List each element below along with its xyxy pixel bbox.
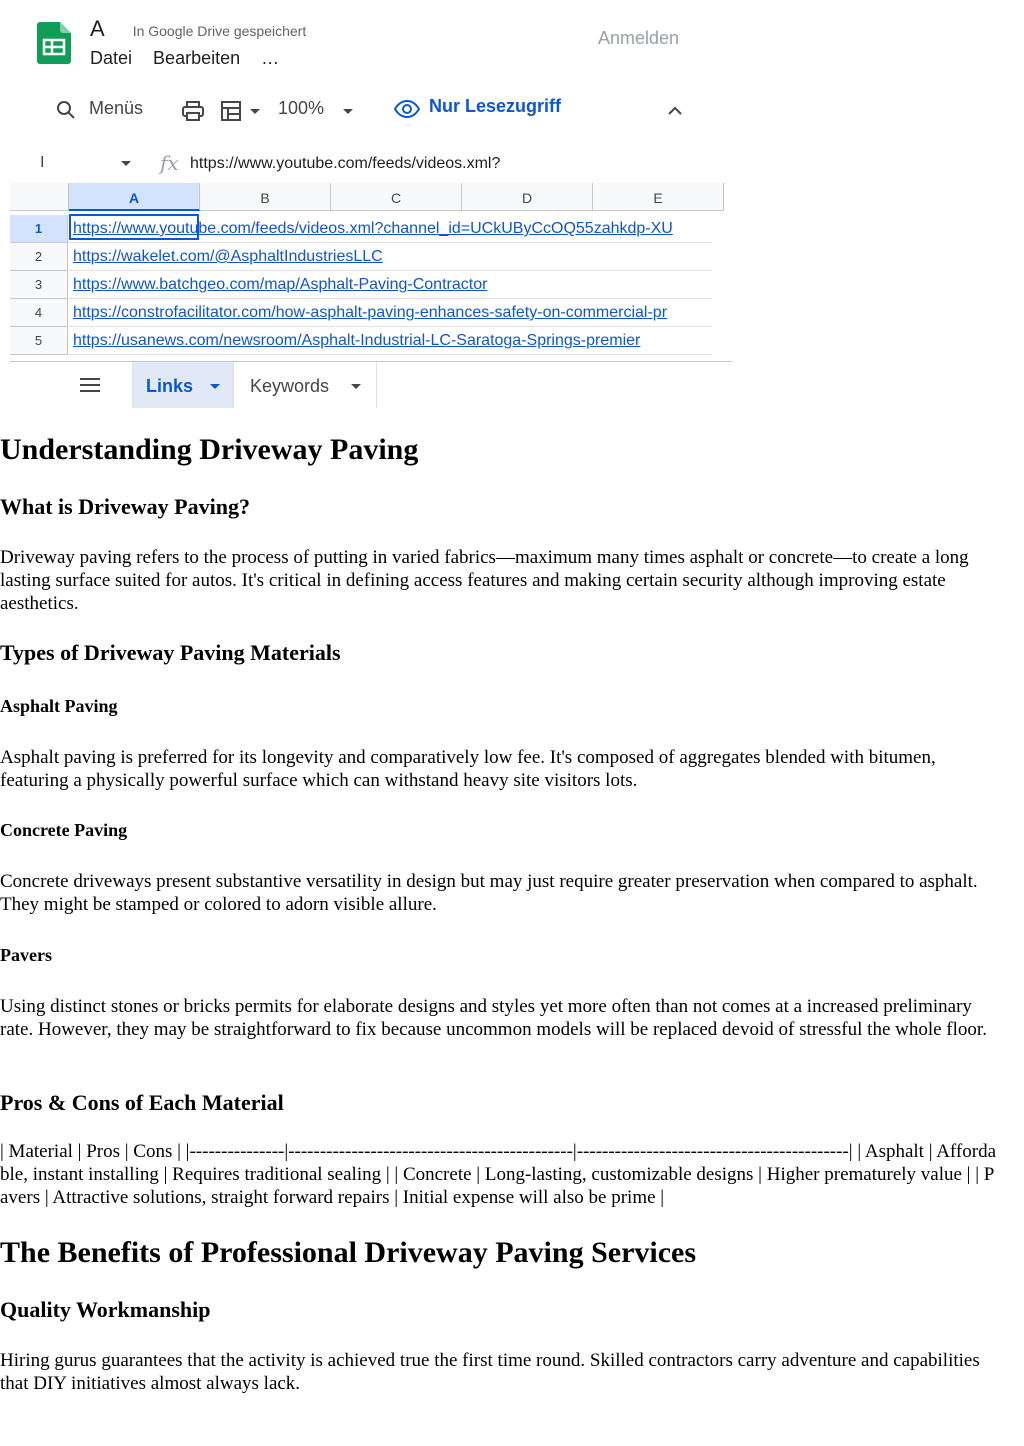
document-title[interactable] [90,14,307,41]
table-row-cell[interactable]: https://www.batchgeo.com/map/Asphalt-Paving-Contractor [69,271,712,299]
formula-input[interactable]: https://www.youtube.com/feeds/videos.xml? [190,155,501,172]
menus-search-label[interactable]: Menüs [89,98,144,118]
h2-pros: Pros & Cons of Each Material [0,1090,284,1115]
row-header[interactable]: 2 [10,243,68,271]
column-header-e[interactable]: E [593,183,724,211]
readonly-badge[interactable]: Nur Lesezugriff [429,96,562,116]
column-header-d[interactable]: D [462,183,593,211]
heading-asphalt [0,695,1000,717]
zoom-chevron-down-icon[interactable] [342,108,354,116]
p-what: Driveway paving refers to the process of putting in varied fabrics—maximum many times asphalt or concrete—to create a long lasting surface suited for autos. It's critical in defining access features and making certain security although improving estate aesthetics. [0,547,969,614]
active-cell-outline [69,214,199,240]
sheet-tabs [0,362,740,408]
paragraph-pros-table [0,1140,1000,1209]
row-header[interactable]: 1 [10,215,68,243]
signin-button[interactable]: Anmelden [598,28,680,48]
tab-links-chevron-down-icon[interactable] [209,383,221,391]
menu-file[interactable]: Datei [90,48,133,68]
table-row-cell[interactable]: https://constrofacilitator.com/how-asphalt-paving-enhances-safety-on-commercial-pr [69,299,712,327]
tab-keywords[interactable] [235,362,377,408]
p-concrete: Concrete driveways present substantive versatility in design but may just require greater preservation when compared to asphalt. They might be stamped or colored to adorn visible allure. [0,871,978,915]
paragraph-asphalt [0,746,1000,792]
p-asphalt: Asphalt paving is preferred for its longevity and comparatively low fee. It's composed of aggregates blended with bitumen, featuring a physically powerful surface which can withstand heavy site visitors lots. [0,747,936,791]
name-box[interactable]: I [40,154,45,171]
paragraph-quality [0,1349,1000,1395]
p-pavers: Using distinct stones or bricks permits for elaborate designs and styles yet more often than not comes at a increased preliminary rate. However, they may be straightforward to fix because uncommon models will be replaced devoid of stressful the whole floor. [0,996,987,1040]
spreadsheet-grid [10,183,732,361]
tab-keywords-chevron-down-icon[interactable] [350,383,362,391]
h1-benefits: The Benefits of Professional Driveway Paving Services [0,1236,697,1269]
sheets-embed [0,0,740,410]
table-row-cell[interactable]: https://www.youtube.com/feeds/videos.xml?channel_id=UCkUByCcOQ55zahkdp-XU [69,215,712,243]
zoom-value[interactable]: 100% [278,98,325,118]
fx-icon: fx [160,151,179,175]
toolbar [0,90,740,130]
eye-icon [394,100,420,118]
select-all-corner[interactable] [10,183,69,211]
table-row-cell[interactable]: https://usanews.com/newsroom/Asphalt-Industrial-LC-Saratoga-Springs-premier [69,327,712,355]
paragraph-pavers [0,995,1000,1041]
table-row-cell[interactable]: https://wakelet.com/@AsphaltIndustriesLLC [69,243,712,271]
formula-bar [0,148,740,182]
google-sheets-logo[interactable] [37,22,71,64]
print-icon[interactable] [182,101,204,121]
document-title-text: A [90,16,105,41]
heading-understanding [0,433,1000,467]
tab-links[interactable] [132,362,234,408]
column-header-a[interactable]: A [69,183,200,211]
name-box-chevron-down-icon[interactable] [120,160,132,168]
h3-concrete: Concrete Paving [0,820,128,840]
h2-quality: Quality Workmanship [0,1297,211,1322]
column-header-c[interactable]: C [331,183,462,211]
h3-pavers: Pavers [0,945,52,965]
p-pros: | Material | Pros | Cons | |---------------|---------------------------------------------|-------------------------------------------| | Asphalt | Affordable, instant installing | Requires traditional sealing | | Concrete | Long-lasting, customizable designs | Higher prematurely value | | Pavers | Attractive solutions, straight forward repairs | Initial expense will also be prime | [0,1141,996,1208]
heading-concrete [0,819,1000,841]
menu-more[interactable]: … [261,48,280,68]
paragraph-what [0,546,1000,615]
p-quality: Hiring gurus guarantees that the activity is achieved true the first time round. Skilled contractors carry adventure and capabilities that DIY initiatives almost always lack. [0,1350,980,1394]
search-icon[interactable] [56,100,76,120]
h2-types: Types of Driveway Paving Materials [0,640,341,665]
tab-links-label: Links [146,376,194,396]
format-table-icon[interactable] [220,100,242,122]
row-header[interactable]: 5 [10,327,68,355]
menu-bar [90,48,295,69]
heading-benefits [0,1236,1000,1270]
all-sheets-menu-icon[interactable] [80,378,100,392]
chevron-up-icon[interactable] [667,105,683,115]
chevron-down-icon[interactable] [249,108,261,116]
h3-asphalt: Asphalt Paving [0,696,118,716]
tab-keywords-label: Keywords [250,376,330,396]
h2-what: What is Driveway Paving? [0,494,250,519]
row-header[interactable]: 4 [10,299,68,327]
menu-edit[interactable]: Bearbeiten [153,48,241,68]
paragraph-concrete [0,870,1000,916]
column-header-b[interactable]: B [200,183,331,211]
h1-understanding: Understanding Driveway Paving [0,433,419,466]
heading-pros [0,1090,1000,1116]
row-header[interactable]: 3 [10,271,68,299]
heading-pavers [0,944,1000,966]
heading-what [0,494,1000,520]
saved-status: In Google Drive gespeichert [132,23,307,39]
heading-quality [0,1297,1000,1323]
heading-types [0,640,1000,666]
